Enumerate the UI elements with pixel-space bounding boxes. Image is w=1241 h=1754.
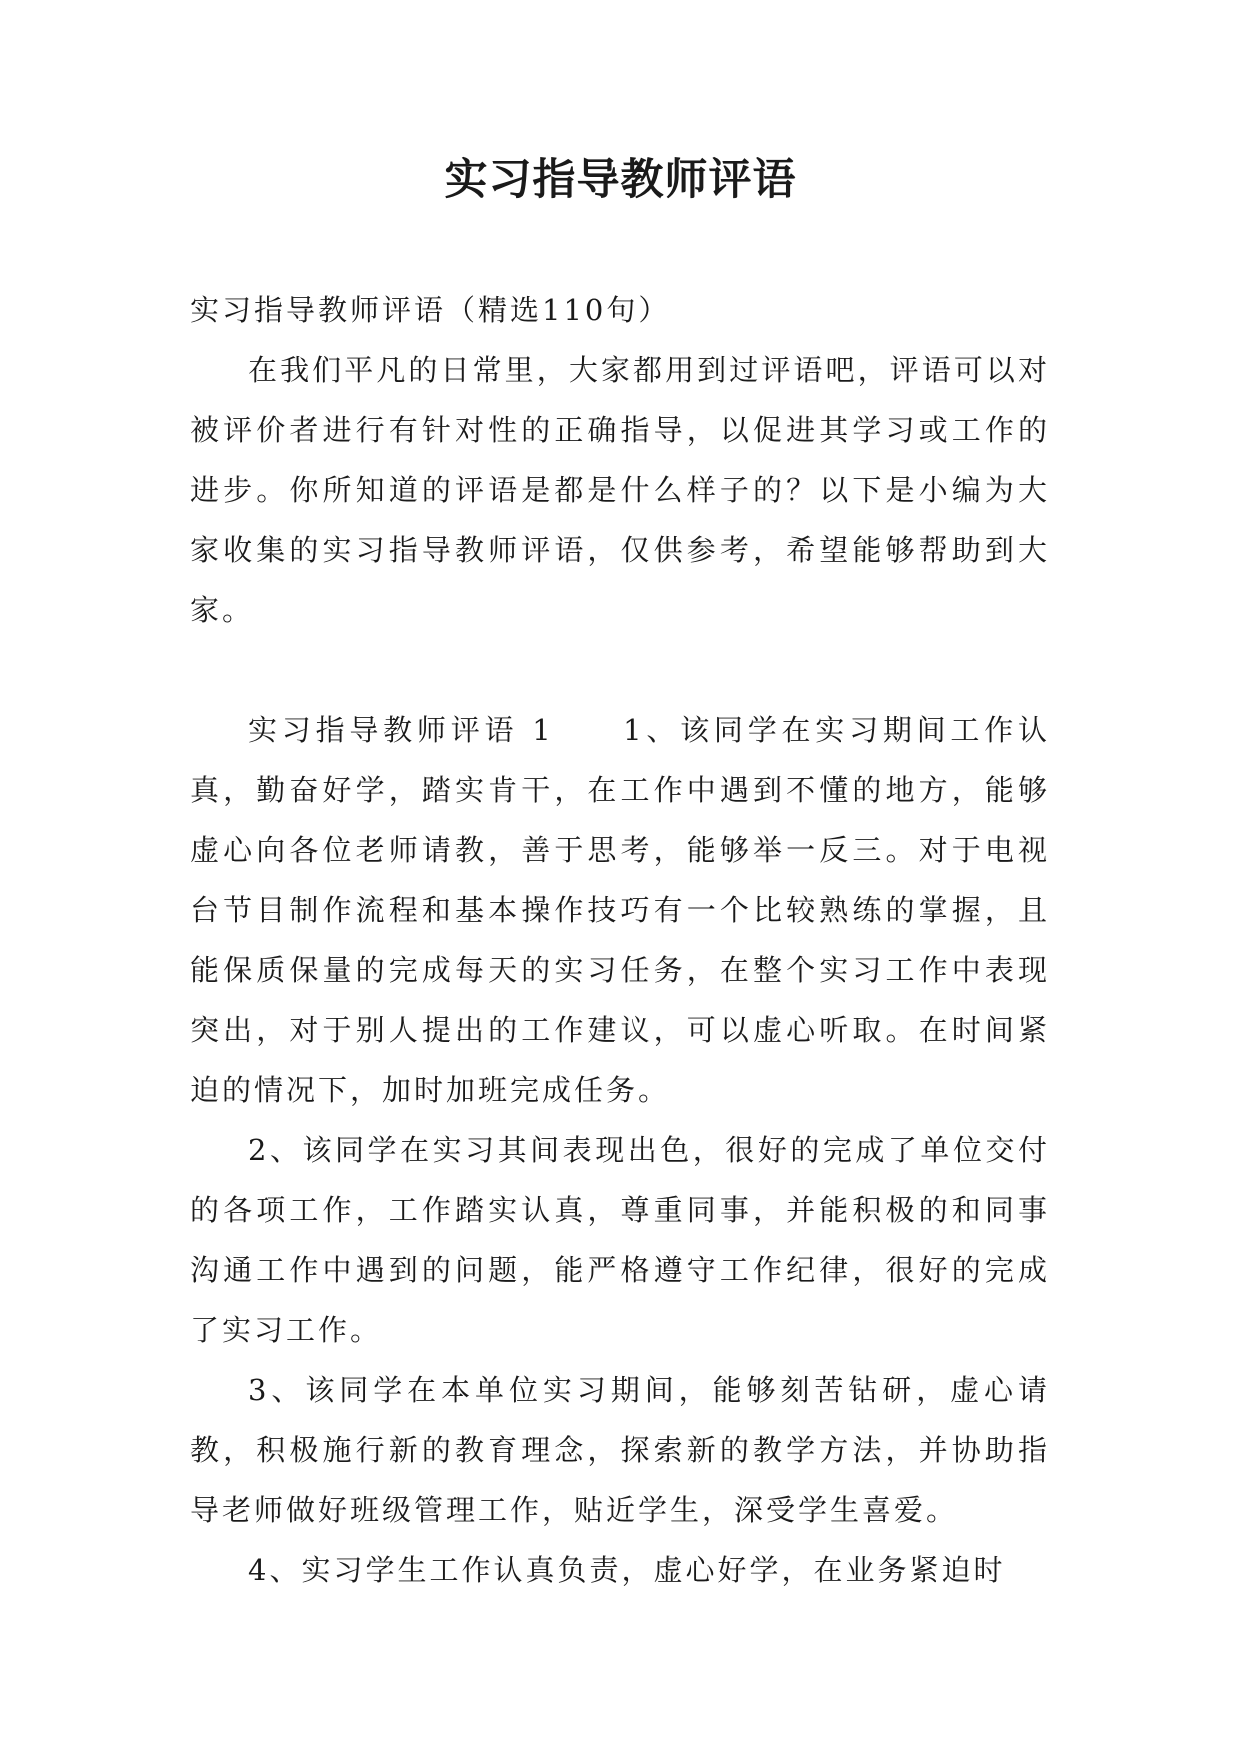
paragraph-spacer bbox=[190, 640, 1050, 700]
document-body bbox=[190, 280, 1050, 1600]
document-title: 实习指导教师评语 bbox=[444, 155, 797, 205]
document-subtitle: 实习指导教师评语（精选110句） bbox=[190, 293, 671, 327]
comment-paragraph-2: 2、该同学在实习其间表现出色，很好的完成了单位交付的各项工作，工作踏实认真，尊重同事，并能积极的和同事沟通工作中遇到的问题，能严格遵守工作纪律，很好的完成了实习工作。 bbox=[190, 1133, 1050, 1347]
intro-paragraph: 在我们平凡的日常里，大家都用到过评语吧，评语可以对被评价者进行有针对性的正确指导，以促进其学习或工作的进步。你所知道的评语是都是什么样子的？以下是小编为大家收集的实习指导教师评语，仅供参考，希望能够帮助到大家。 bbox=[190, 353, 1050, 627]
comment-paragraph-3: 3、该同学在本单位实习期间，能够刻苦钻研，虚心请教，积极施行新的教育理念，探索新的教学方法，并协助指导老师做好班级管理工作，贴近学生，深受学生喜爱。 bbox=[190, 1373, 1050, 1527]
comment-paragraph-4: 4、实习学生工作认真负责，虚心好学，在业务紧迫时 bbox=[248, 1553, 1006, 1587]
comment-paragraph-1: 实习指导教师评语 1 1、该同学在实习期间工作认真，勤奋好学，踏实肯干，在工作中遇到不懂的地方，能够虚心向各位老师请教，善于思考，能够举一反三。对于电视台节目制作流程和基本操作技巧有一个比较熟练的掌握，且能保质保量的完成每天的实习任务，在整个实习工作中表现突出，对于别人提出的工作建议，可以虚心听取。在时间紧迫的情况下，加时加班完成任务。 bbox=[190, 713, 1050, 1107]
